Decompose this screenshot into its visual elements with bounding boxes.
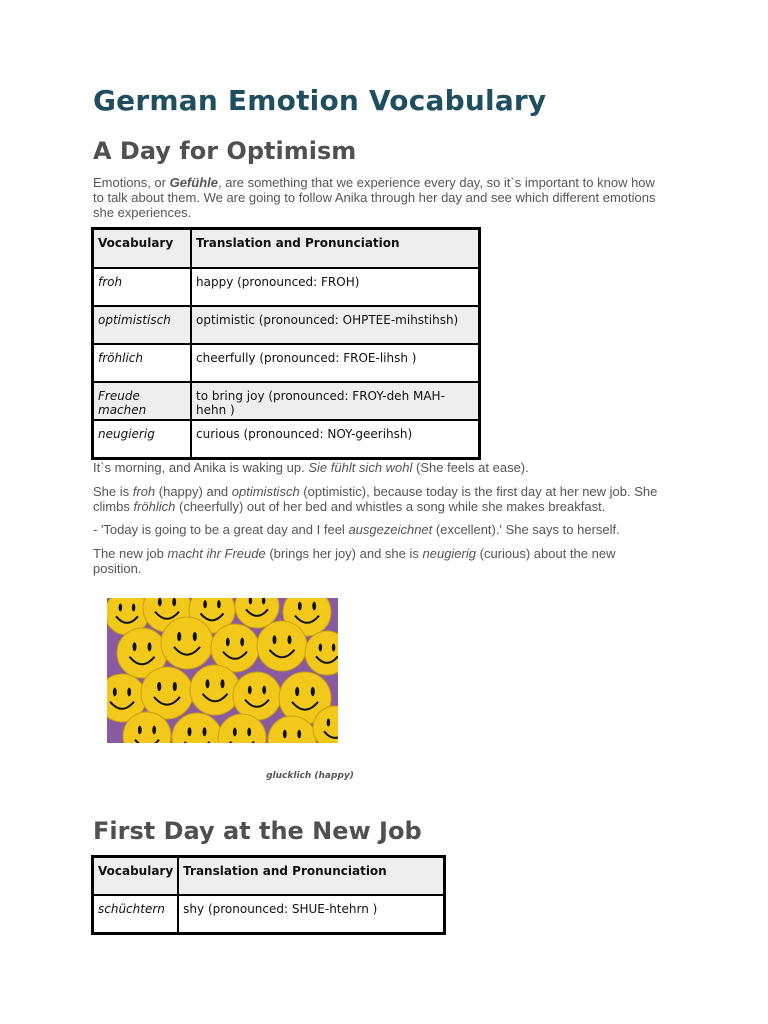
vocab-table-optimism	[91, 227, 481, 460]
section-heading-new-job: First Day at the New Job	[93, 817, 422, 845]
table-row	[93, 306, 479, 344]
term-cell: froh	[93, 268, 191, 306]
intro-paragraph: Emotions, or Gefühle, are something that we experience every day, so it`s important to know how to talk about them. We are going to follow Anika through her day and see which different emotions she experiences.	[93, 175, 656, 220]
paragraph-quote: - 'Today is going to be a great day and I feel ausgezeichnet (excellent).' She says to herself.	[93, 522, 620, 537]
header-vocabulary: Vocabulary	[93, 857, 178, 895]
translation-cell: shy (pronounced: SHUE-htehrn )	[178, 895, 444, 933]
term-cell: Freude machen	[93, 382, 191, 420]
smiley-face	[141, 667, 193, 719]
header-vocabulary: Vocabulary	[93, 229, 191, 268]
table-header-row	[93, 229, 479, 268]
vocab-table-new-job	[91, 855, 446, 935]
smiley-faces-illustration	[107, 598, 338, 743]
header-translation: Translation and Pronunciation	[191, 229, 479, 268]
term-cell: fröhlich	[93, 344, 191, 382]
paragraph-morning: It`s morning, and Anika is waking up. Sie fühlt sich wohl (She feels at ease).	[93, 460, 529, 475]
smiley-face	[257, 621, 307, 671]
table-header-row	[93, 857, 444, 895]
term-cell: neugierig	[93, 420, 191, 458]
term-cell: optimistisch	[93, 306, 191, 344]
translation-cell: curious (pronounced: NOY-geerihsh)	[191, 420, 479, 458]
page-title: German Emotion Vocabulary	[93, 84, 547, 117]
paragraph-happy: She is froh (happy) and optimistisch (optimistic), because today is the first day at her new job. She climbs fröhlich (cheerfully) out of her bed and whistles a song while she makes breakfast.	[93, 484, 658, 514]
section-heading-optimism: A Day for Optimism	[93, 137, 357, 165]
translation-cell: happy (pronounced: FROH)	[191, 268, 479, 306]
smiley-face	[161, 617, 213, 669]
term-cell: schüchtern	[93, 895, 178, 933]
table-row	[93, 895, 444, 933]
translation-cell: to bring joy (pronounced: FROY-deh MAH-hehn )	[191, 382, 479, 420]
table-row	[93, 382, 479, 420]
image-caption: glucklich (happy)	[266, 771, 354, 781]
translation-cell: cheerfully (pronounced: FROE-lihsh )	[191, 344, 479, 382]
table-row	[93, 344, 479, 382]
header-translation: Translation and Pronunciation	[178, 857, 444, 895]
smiley-faces-image	[107, 598, 338, 743]
table-row	[93, 268, 479, 306]
table-row	[93, 420, 479, 458]
smiley-face	[190, 665, 240, 715]
translation-cell: optimistic (pronounced: OHPTEE-mihstihsh)	[191, 306, 479, 344]
paragraph-new-job: The new job macht ihr Freude (brings her joy) and she is neugierig (curious) about the new position.	[93, 546, 616, 576]
smiley-face	[233, 672, 281, 720]
